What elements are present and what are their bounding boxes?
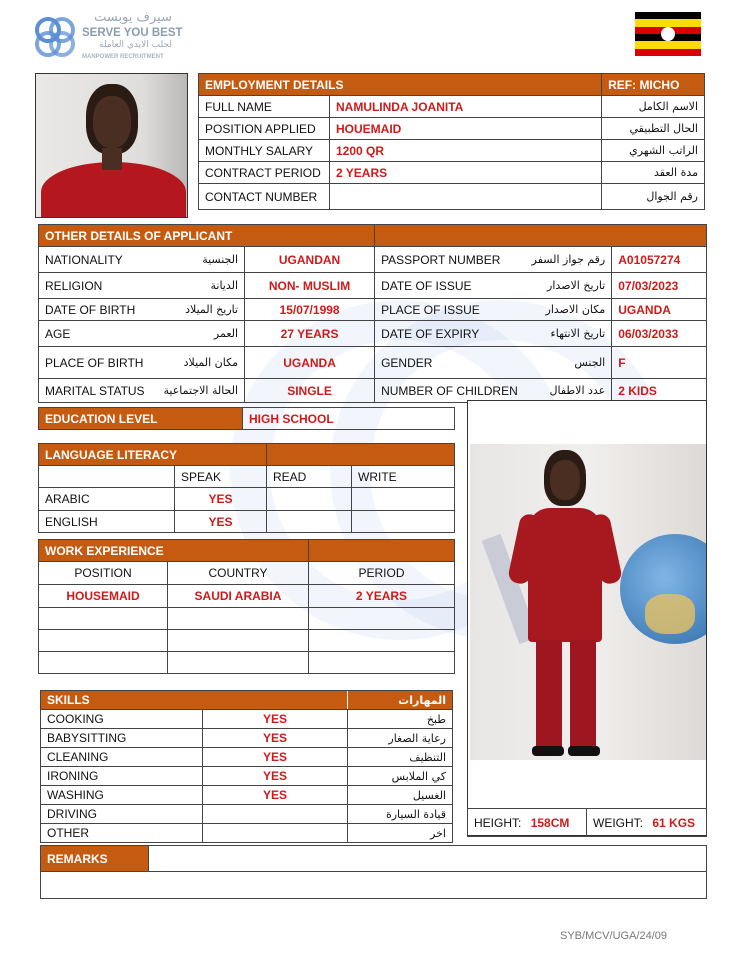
height-value: 158CM [530,815,570,830]
height-cell [468,809,587,837]
work-position [39,608,168,630]
language-write [352,511,455,533]
detail-value: UGANDA [245,347,375,379]
detail-label-ar: تاريخ الانتهاء [524,321,612,347]
skill-row [41,767,453,786]
employment-label-ar: مدة العقد [602,162,705,184]
detail-label: RELIGION [39,273,151,299]
skill-name-ar: التنظيف [348,748,453,767]
work-row [39,608,455,630]
other-details-row [39,321,707,347]
employment-value: 1200 QR [329,140,601,162]
detail-label: GENDER [375,347,524,379]
applicant-headshot [35,73,188,218]
detail-label-ar: رقم جواز السفر [524,247,612,273]
weight-value: 61 KGS [652,815,696,830]
col-write: WRITE [352,466,455,488]
skill-value [203,824,348,843]
detail-label-ar: الديانة [151,273,245,299]
detail-label-ar: العمر [151,321,245,347]
measurements-table [467,808,707,837]
work-experience-table [38,539,455,674]
employment-details-table [198,73,705,210]
skill-row [41,710,453,729]
employment-label: CONTRACT PERIOD [199,162,330,184]
skill-row [41,748,453,767]
col-period: PERIOD [309,562,455,585]
detail-label-ar: تاريخ الميلاد [151,299,245,321]
skill-name-ar: اخر [348,824,453,843]
employment-value [329,184,601,210]
work-period: 2 YEARS [309,585,455,608]
detail-label: DATE OF BIRTH [39,299,151,321]
skill-name: COOKING [41,710,203,729]
company-logo [30,10,183,68]
employment-row [199,184,705,210]
skills-header-ar: المهارات [348,691,453,710]
detail-label: PLACE OF ISSUE [375,299,524,321]
work-row [39,630,455,652]
detail-value: 27 YEARS [245,321,375,347]
language-header-right [267,444,455,466]
education-value: HIGH SCHOOL [243,408,455,430]
detail-label: NUMBER OF CHILDREN [375,379,524,403]
skill-name-ar: طبخ [348,710,453,729]
employment-value: NAMULINDA JOANITA [329,96,601,118]
detail-label: AGE [39,321,151,347]
language-name: ENGLISH [39,511,175,533]
skill-row [41,786,453,805]
skill-row [41,729,453,748]
work-header: WORK EXPERIENCE [39,540,309,562]
education-table [38,407,455,430]
logo-arabic: سيرف يوبست [94,10,172,25]
employment-label-ar: الراتب الشهري [602,140,705,162]
employment-label-ar: رقم الجوال [602,184,705,210]
skill-name: DRIVING [41,805,203,824]
detail-label-ar: الجنسية [151,247,245,273]
logo-subtitle: MANPOWER RECRUITMENT [82,54,164,60]
remarks-value [41,872,707,899]
logo-arabic-sub: لجلب الايدي العاملة [99,40,172,50]
language-read [267,488,352,511]
other-details-table [38,224,707,403]
employment-row [199,118,705,140]
work-row [39,652,455,674]
language-corner [39,466,175,488]
col-position: POSITION [39,562,168,585]
work-position [39,652,168,674]
detail-label-ar: تاريخ الاصدار [524,273,612,299]
remarks-table [40,845,707,899]
detail-label-ar: عدد الاطفال [524,379,612,403]
detail-value: NON- MUSLIM [245,273,375,299]
work-position [39,630,168,652]
other-details-header: OTHER DETAILS OF APPLICANT [39,225,375,247]
work-period [309,608,455,630]
detail-label: MARITAL STATUS [39,379,151,403]
work-country [168,652,309,674]
col-read: READ [267,466,352,488]
detail-label: PASSPORT NUMBER [375,247,524,273]
work-country: SAUDI ARABIA [168,585,309,608]
work-row [39,585,455,608]
employment-label: POSITION APPLIED [199,118,330,140]
work-position: HOUSEMAID [39,585,168,608]
work-country [168,608,309,630]
skill-value [203,805,348,824]
detail-label-ar: مكان الاصدار [524,299,612,321]
skill-row [41,805,453,824]
skill-name-ar: كي الملابس [348,767,453,786]
applicant-full-photo-frame [467,400,707,836]
logo-title: SERVE YOU BEST [82,27,183,39]
skill-name: WASHING [41,786,203,805]
weight-cell [587,809,707,837]
language-write [352,488,455,511]
work-header-right [309,540,455,562]
employment-label: MONTHLY SALARY [199,140,330,162]
logo-emblem-icon [30,12,80,62]
language-row [39,488,455,511]
height-label: HEIGHT: [474,815,522,830]
language-speak: YES [175,511,267,533]
employment-label-ar: الحال التطبيقي [602,118,705,140]
detail-value: A01057274 [612,247,707,273]
detail-label-ar: مكان الميلاد [151,347,245,379]
remarks-label: REMARKS [41,846,149,872]
detail-value: UGANDAN [245,247,375,273]
other-details-row [39,347,707,379]
skill-value: YES [203,710,348,729]
weight-label: WEIGHT: [593,815,643,830]
other-details-row [39,299,707,321]
col-speak: SPEAK [175,466,267,488]
remarks-value-top [149,846,707,872]
detail-value: 15/07/1998 [245,299,375,321]
skill-name: IRONING [41,767,203,786]
education-label: EDUCATION LEVEL [39,408,243,430]
employment-value: HOUEMAID [329,118,601,140]
language-row [39,511,455,533]
applicant-full-photo [470,444,706,760]
other-details-row [39,247,707,273]
detail-label: PLACE OF BIRTH [39,347,151,379]
employment-value: 2 YEARS [329,162,601,184]
detail-value: 2 KIDS [612,379,707,403]
skill-value: YES [203,729,348,748]
detail-label: DATE OF EXPIRY [375,321,524,347]
work-period [309,652,455,674]
detail-label: NATIONALITY [39,247,151,273]
uganda-flag [635,12,701,56]
detail-label: DATE OF ISSUE [375,273,524,299]
work-country [168,630,309,652]
skill-value: YES [203,767,348,786]
detail-value: 06/03/2033 [612,321,707,347]
document-code: SYB/MCV/UGA/24/09 [560,930,667,942]
detail-label-ar: الجنس [524,347,612,379]
skill-value: YES [203,748,348,767]
other-details-row [39,273,707,299]
detail-value: 07/03/2023 [612,273,707,299]
skills-header: SKILLS [41,691,348,710]
language-read [267,511,352,533]
detail-value: SINGLE [245,379,375,403]
skill-value: YES [203,786,348,805]
skill-name-ar: الغسيل [348,786,453,805]
other-details-header-right [375,225,707,247]
employment-label: CONTACT NUMBER [199,184,330,210]
employment-row [199,96,705,118]
skill-name: OTHER [41,824,203,843]
employment-row [199,162,705,184]
employment-header: EMPLOYMENT DETAILS [199,74,602,96]
reference-code: REF: MICHO [602,74,705,96]
skill-name: CLEANING [41,748,203,767]
work-period [309,630,455,652]
detail-label-ar: الحالة الاجتماعية [151,379,245,403]
employment-label-ar: الاسم الكامل [602,96,705,118]
language-name: ARABIC [39,488,175,511]
detail-value: F [612,347,707,379]
language-header: LANGUAGE LITERACY [39,444,267,466]
language-table [38,443,455,533]
skill-row [41,824,453,843]
detail-value: UGANDA [612,299,707,321]
skill-name-ar: رعاية الصغار [348,729,453,748]
skills-table [40,690,453,843]
employment-label: FULL NAME [199,96,330,118]
skill-name: BABYSITTING [41,729,203,748]
language-speak: YES [175,488,267,511]
employment-row [199,140,705,162]
col-country: COUNTRY [168,562,309,585]
skill-name-ar: قيادة السيارة [348,805,453,824]
other-details-row [39,379,707,403]
